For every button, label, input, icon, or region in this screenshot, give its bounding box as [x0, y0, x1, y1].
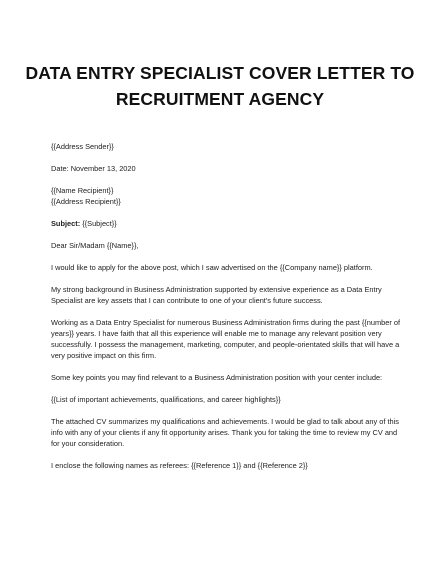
- salutation: Dear Sir/Madam {{Name}},: [51, 241, 139, 250]
- address-recipient: {{Address Recipient}}: [51, 197, 121, 206]
- paragraph-5: {{List of important achievements, qualifications, and career highlights}}: [51, 395, 281, 404]
- address-sender: {{Address Sender}}: [51, 142, 114, 151]
- letter-date: Date: November 13, 2020: [51, 164, 136, 173]
- document-title: [20, 60, 420, 112]
- paragraph-3: Working as a Data Entry Specialist for numerous Business Administration firms during the past {{number of years}} years. I have faith that all this experience will enable me to manage any relevant position very successfully. I possess the management, marketing, computer, and people-orientated skills that will have a very positive impact on this firm.: [51, 318, 401, 360]
- subject-value: {{Subject}}: [80, 219, 117, 228]
- paragraph-1: I would like to apply for the above post, which I saw advertised on the {{Company name}} platform.: [51, 263, 373, 272]
- subject-label: Subject:: [51, 219, 81, 228]
- paragraph-6: The attached CV summarizes my qualifications and achievements. I would be glad to talk about any of this info with any of your clients if any fit opportunity arises. Thank you for taking the time to review my CV and for your consideration.: [51, 417, 399, 448]
- title-line-2: RECRUITMENT AGENCY: [115, 89, 325, 109]
- paragraph-4: Some key points you may find relevant to a Business Administration position with your center include:: [51, 373, 383, 382]
- title-line-1: DATA ENTRY SPECIALIST COVER LETTER TO: [25, 63, 415, 83]
- letter-body: [51, 141, 403, 482]
- name-recipient: {{Name Recipient}}: [51, 186, 114, 195]
- paragraph-7: I enclose the following names as referees: {{Reference 1}} and {{Reference 2}}: [51, 461, 308, 470]
- paragraph-2: My strong background in Business Administration supported by extensive experience as a Data Entry Specialist are key assets that I can contribute to one of your client's future success.: [51, 285, 382, 305]
- subject-line: [51, 218, 403, 229]
